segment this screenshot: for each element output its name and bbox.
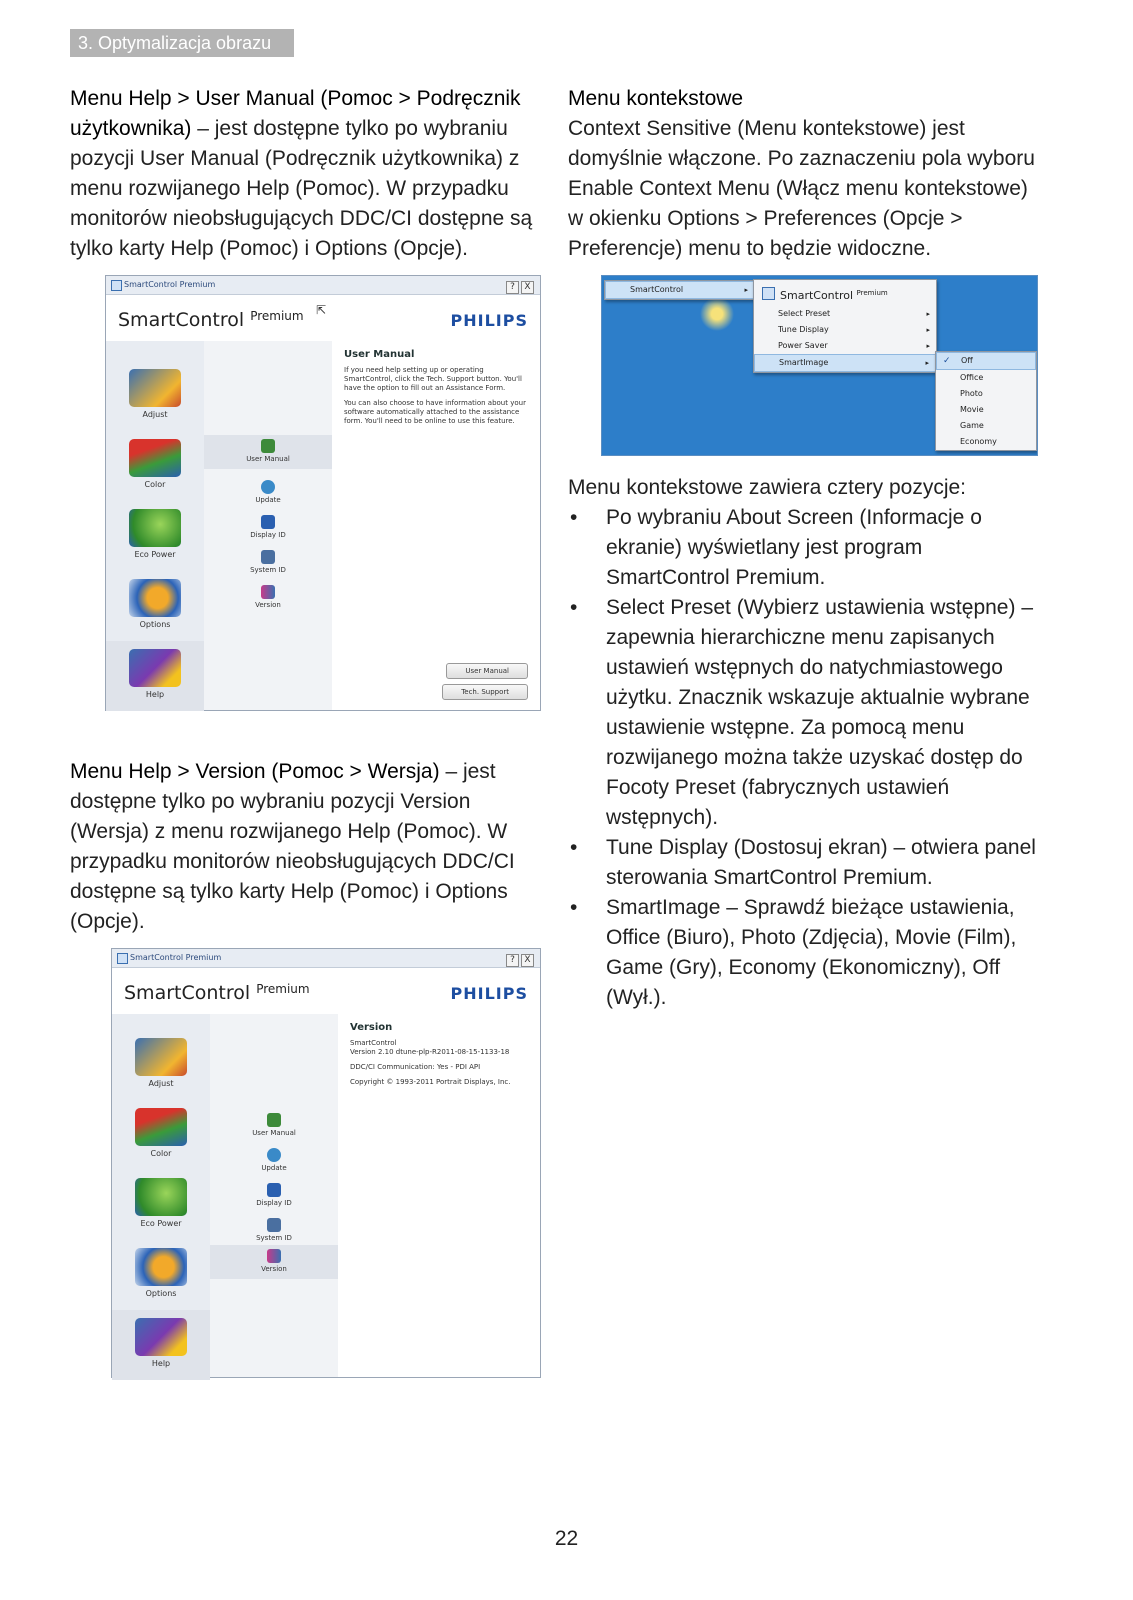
menu-item-label: Movie xyxy=(960,405,984,414)
left-text-2: – jest dostępne tylko po wybraniu pozycji Version (Wersja) z menu rozwijanego Help (Pomoc). W przypadku monitorów nieobsługujących DDC/CI dostępne są tylko karty Help (Pomoc) i Options (Opcje). xyxy=(70,760,515,933)
left-heading-1: Menu Help > User Manual (Pomoc > Podręcznik użytkownika) xyxy=(70,87,521,140)
display-id-icon xyxy=(261,515,275,529)
subnav-label: Display ID xyxy=(256,1199,292,1207)
menu-item-smartimage[interactable] xyxy=(754,354,936,372)
bullet-item: • Select Preset (Wybierz ustawienia wstępne) – zapewnia hierarchiczne menu zapisanych ustawień wstępnych do natychmiastowego użytku. Znacznik wskazuje aktualnie wybrane ustawienie wstępne. Za pomocą menu rozwijanego można także uzyskać dostęp do Focoty Preset (fabrycznych ustawień wstępnych). xyxy=(568,593,1043,833)
menu-item-label: SmartImage xyxy=(779,358,829,367)
menu-item-label: Power Saver xyxy=(778,341,828,350)
brand-bar xyxy=(112,968,540,1015)
subnav-label: User Manual xyxy=(252,1129,296,1137)
desktop-flower xyxy=(697,294,737,334)
subnav-label: System ID xyxy=(256,1234,292,1242)
smartcontrol-window-user-manual xyxy=(105,275,541,711)
nav-label: Options xyxy=(145,1289,177,1298)
right-section-list xyxy=(568,473,1043,1013)
right-intro: Context Sensitive (Menu kontekstowe) jest domyślnie włączone. Po zaznaczeniu pola wyboru Enable Context Menu (Włącz menu kontekstowe) w okienku Options > Preferences (Opcje > Preferencje) menu to będzie widoczne. xyxy=(568,117,1035,260)
menu-item-label: Tune Display xyxy=(778,325,829,334)
sub-nav xyxy=(204,341,332,710)
help-nav-icon xyxy=(135,1318,187,1356)
submenu-header xyxy=(754,280,936,306)
menu-item-smartcontrol[interactable] xyxy=(605,281,755,299)
adjust-icon xyxy=(135,1038,187,1076)
sub-nav xyxy=(210,1014,338,1377)
right-section-intro xyxy=(568,84,1043,264)
menu-item-label: Select Preset xyxy=(778,309,831,318)
nav-label: Adjust xyxy=(148,1079,174,1088)
nav-label: Eco Power xyxy=(134,550,176,559)
menu-item-off[interactable] xyxy=(936,352,1036,370)
bullet-item: • SmartImage – Sprawdź bieżące ustawienia, Office (Biuro), Photo (Zdjęcia), Movie (Film), Game (Gry), Economy (Ekonomiczny), Off (Wył.). xyxy=(568,893,1043,1013)
left-nav xyxy=(112,1014,210,1377)
subnav-display-id[interactable] xyxy=(210,1179,338,1213)
copyright: Copyright © 1993-2011 Portrait Displays, Inc. xyxy=(350,1078,511,1086)
left-text-1: – jest dostępne tylko po wybraniu pozycji User Manual (Podręcznik użytkownika) z menu rozwijanego Help (Pomoc). W przypadku monitorów nieobsługujących DDC/CI dostępne są tylko karty Help (Pomoc) i Options (Opcje). xyxy=(70,117,533,260)
checkmark-icon: ✓ xyxy=(943,356,951,366)
nav-help[interactable] xyxy=(112,1310,210,1380)
nav-label: Eco Power xyxy=(140,1219,182,1228)
smartcontrol-submenu xyxy=(753,279,937,373)
brand-name xyxy=(118,309,304,331)
nav-color[interactable] xyxy=(106,431,204,501)
ddc-ci-status: DDC/CI Communication: Yes - PDI API xyxy=(350,1063,481,1071)
menu-item-game[interactable] xyxy=(936,418,1036,434)
context-menu-screenshot xyxy=(601,275,1038,456)
window-titlebar xyxy=(106,276,540,295)
subnav-system-id[interactable] xyxy=(210,1214,338,1248)
window-buttons xyxy=(504,278,534,296)
options-icon xyxy=(135,1248,187,1286)
eco-power-icon xyxy=(129,509,181,547)
window-titlebar xyxy=(112,949,540,968)
help-icon[interactable]: ? xyxy=(506,954,519,967)
subnav-update[interactable] xyxy=(204,476,332,510)
submenu-brand-suffix: Premium xyxy=(856,289,888,297)
menu-item-power-saver[interactable] xyxy=(754,338,936,354)
bullet-item: • Tune Display (Dostosuj ekran) – otwiera panel sterowania SmartControl Premium. xyxy=(568,833,1043,893)
user-manual-button[interactable]: User Manual xyxy=(446,663,528,679)
subnav-label: Version xyxy=(255,601,281,609)
menu-item-label: Photo xyxy=(960,389,983,398)
subnav-label: Display ID xyxy=(250,531,286,539)
menu-item-select-preset[interactable] xyxy=(754,306,936,322)
window-title: SmartControl Premium xyxy=(130,953,222,962)
version-number: Version 2.10 dtune-plp-R2011-08-15-1133-18 xyxy=(350,1048,510,1056)
left-para-1 xyxy=(70,84,545,264)
subnav-update[interactable] xyxy=(210,1144,338,1178)
subnav-system-id[interactable] xyxy=(204,546,332,580)
submenu-arrow-icon: ▸ xyxy=(925,359,929,367)
subnav-label: Update xyxy=(261,1164,287,1172)
submenu-arrow-icon: ▸ xyxy=(744,286,748,294)
help-icon[interactable]: ? xyxy=(506,281,519,294)
left-para-2 xyxy=(70,757,545,937)
subnav-label: Version xyxy=(261,1265,287,1273)
window-buttons xyxy=(504,951,534,969)
content-para-2: You can also choose to have information about your software automatically attached to the assistance form. You'll need to be online to use this feature. xyxy=(344,399,526,425)
content-panel xyxy=(338,1014,540,1377)
menu-item-tune-display[interactable] xyxy=(754,322,936,338)
display-id-icon xyxy=(267,1183,281,1197)
brand-suffix: Premium xyxy=(256,982,310,996)
subnav-label: User Manual xyxy=(246,455,290,463)
philips-logo: PHILIPS xyxy=(450,311,528,330)
list-intro: Menu kontekstowe zawiera cztery pozycje: xyxy=(568,476,967,499)
nav-label: Adjust xyxy=(142,410,168,419)
color-icon xyxy=(129,439,181,477)
close-icon[interactable]: X xyxy=(521,954,534,967)
brand-text: SmartControl xyxy=(118,309,245,331)
subnav-user-manual[interactable] xyxy=(204,435,332,469)
nav-label: Color xyxy=(150,1149,172,1158)
content-para-1: If you need help setting up or operating SmartControl, click the Tech. Support button. You'll have the option to fill out an Assistance Form. xyxy=(344,366,522,392)
nav-label: Options xyxy=(139,620,171,629)
left-nav xyxy=(106,341,204,710)
update-icon xyxy=(261,480,275,494)
update-icon xyxy=(267,1148,281,1162)
help-nav-icon xyxy=(129,649,181,687)
menu-item-photo[interactable] xyxy=(936,386,1036,402)
smartimage-submenu xyxy=(935,351,1037,451)
left-heading-2: Menu Help > Version (Pomoc > Wersja) xyxy=(70,760,440,783)
brand-bar xyxy=(106,295,540,342)
version-icon xyxy=(261,585,275,599)
brand-suffix: Premium xyxy=(250,309,304,323)
version-app-name: SmartControl xyxy=(350,1039,397,1047)
nav-eco-power[interactable] xyxy=(106,501,204,571)
nav-adjust[interactable] xyxy=(106,361,204,431)
subnav-display-id[interactable] xyxy=(204,511,332,545)
user-manual-icon xyxy=(267,1113,281,1127)
nav-adjust[interactable] xyxy=(112,1030,210,1100)
left-section-2 xyxy=(70,757,545,937)
menu-item-label: Game xyxy=(960,421,984,430)
page-number: 22 xyxy=(554,1527,579,1550)
menu-item-economy[interactable] xyxy=(936,434,1036,450)
nav-color[interactable] xyxy=(112,1100,210,1170)
submenu-brand: SmartControl xyxy=(780,289,854,302)
subnav-version[interactable] xyxy=(204,581,332,615)
subnav-label: System ID xyxy=(250,566,286,574)
left-section-1 xyxy=(70,84,545,264)
subnav-label: Update xyxy=(255,496,281,504)
app-icon xyxy=(117,953,128,964)
smartcontrol-window-version xyxy=(111,948,541,1378)
nav-label: Help xyxy=(145,690,165,699)
philips-logo: PHILIPS xyxy=(450,984,528,1003)
user-manual-icon xyxy=(261,439,275,453)
menu-item-label: Off xyxy=(961,356,973,365)
right-heading: Menu kontekstowe xyxy=(568,87,744,110)
menu-item-label: SmartControl xyxy=(630,285,684,294)
bullet-item: • Po wybraniu About Screen (Informacje o ekranie) wyświetlany jest program SmartControl Premium. xyxy=(568,503,1043,593)
menu-item-label: Office xyxy=(960,373,984,382)
options-icon xyxy=(129,579,181,617)
close-icon[interactable]: X xyxy=(521,281,534,294)
root-context-menu xyxy=(604,280,756,300)
submenu-arrow-icon: ▸ xyxy=(926,342,930,350)
system-id-icon xyxy=(261,550,275,564)
brand-text: SmartControl xyxy=(124,982,251,1004)
version-icon xyxy=(267,1249,281,1263)
section-tag: 3. Optymalizacja obrazu xyxy=(70,29,294,57)
nav-label: Help xyxy=(151,1359,171,1368)
nav-label: Color xyxy=(144,480,166,489)
menu-item-movie[interactable] xyxy=(936,402,1036,418)
adjust-icon xyxy=(129,369,181,407)
subnav-user-manual[interactable] xyxy=(210,1109,338,1143)
nav-options[interactable] xyxy=(106,571,204,641)
smartcontrol-small-icon xyxy=(762,287,775,300)
nav-help[interactable] xyxy=(106,641,204,711)
content-title: Version xyxy=(350,1022,393,1033)
window-title: SmartControl Premium xyxy=(124,280,216,289)
tech-support-button[interactable]: Tech. Support xyxy=(442,684,528,700)
button-row xyxy=(344,658,528,700)
submenu-arrow-icon: ▸ xyxy=(926,326,930,334)
menu-item-office[interactable] xyxy=(936,370,1036,386)
bullet-list xyxy=(568,503,1043,1013)
content-panel xyxy=(332,341,540,710)
submenu-arrow-icon: ▸ xyxy=(926,310,930,318)
cursor-icon: ⇱ xyxy=(316,303,327,317)
subnav-version[interactable] xyxy=(210,1245,338,1279)
nav-eco-power[interactable] xyxy=(112,1170,210,1240)
nav-options[interactable] xyxy=(112,1240,210,1310)
color-icon xyxy=(135,1108,187,1146)
app-icon xyxy=(111,280,122,291)
system-id-icon xyxy=(267,1218,281,1232)
menu-item-label: Economy xyxy=(960,437,997,446)
eco-power-icon xyxy=(135,1178,187,1216)
content-title: User Manual xyxy=(344,349,415,360)
brand-name xyxy=(124,982,310,1004)
